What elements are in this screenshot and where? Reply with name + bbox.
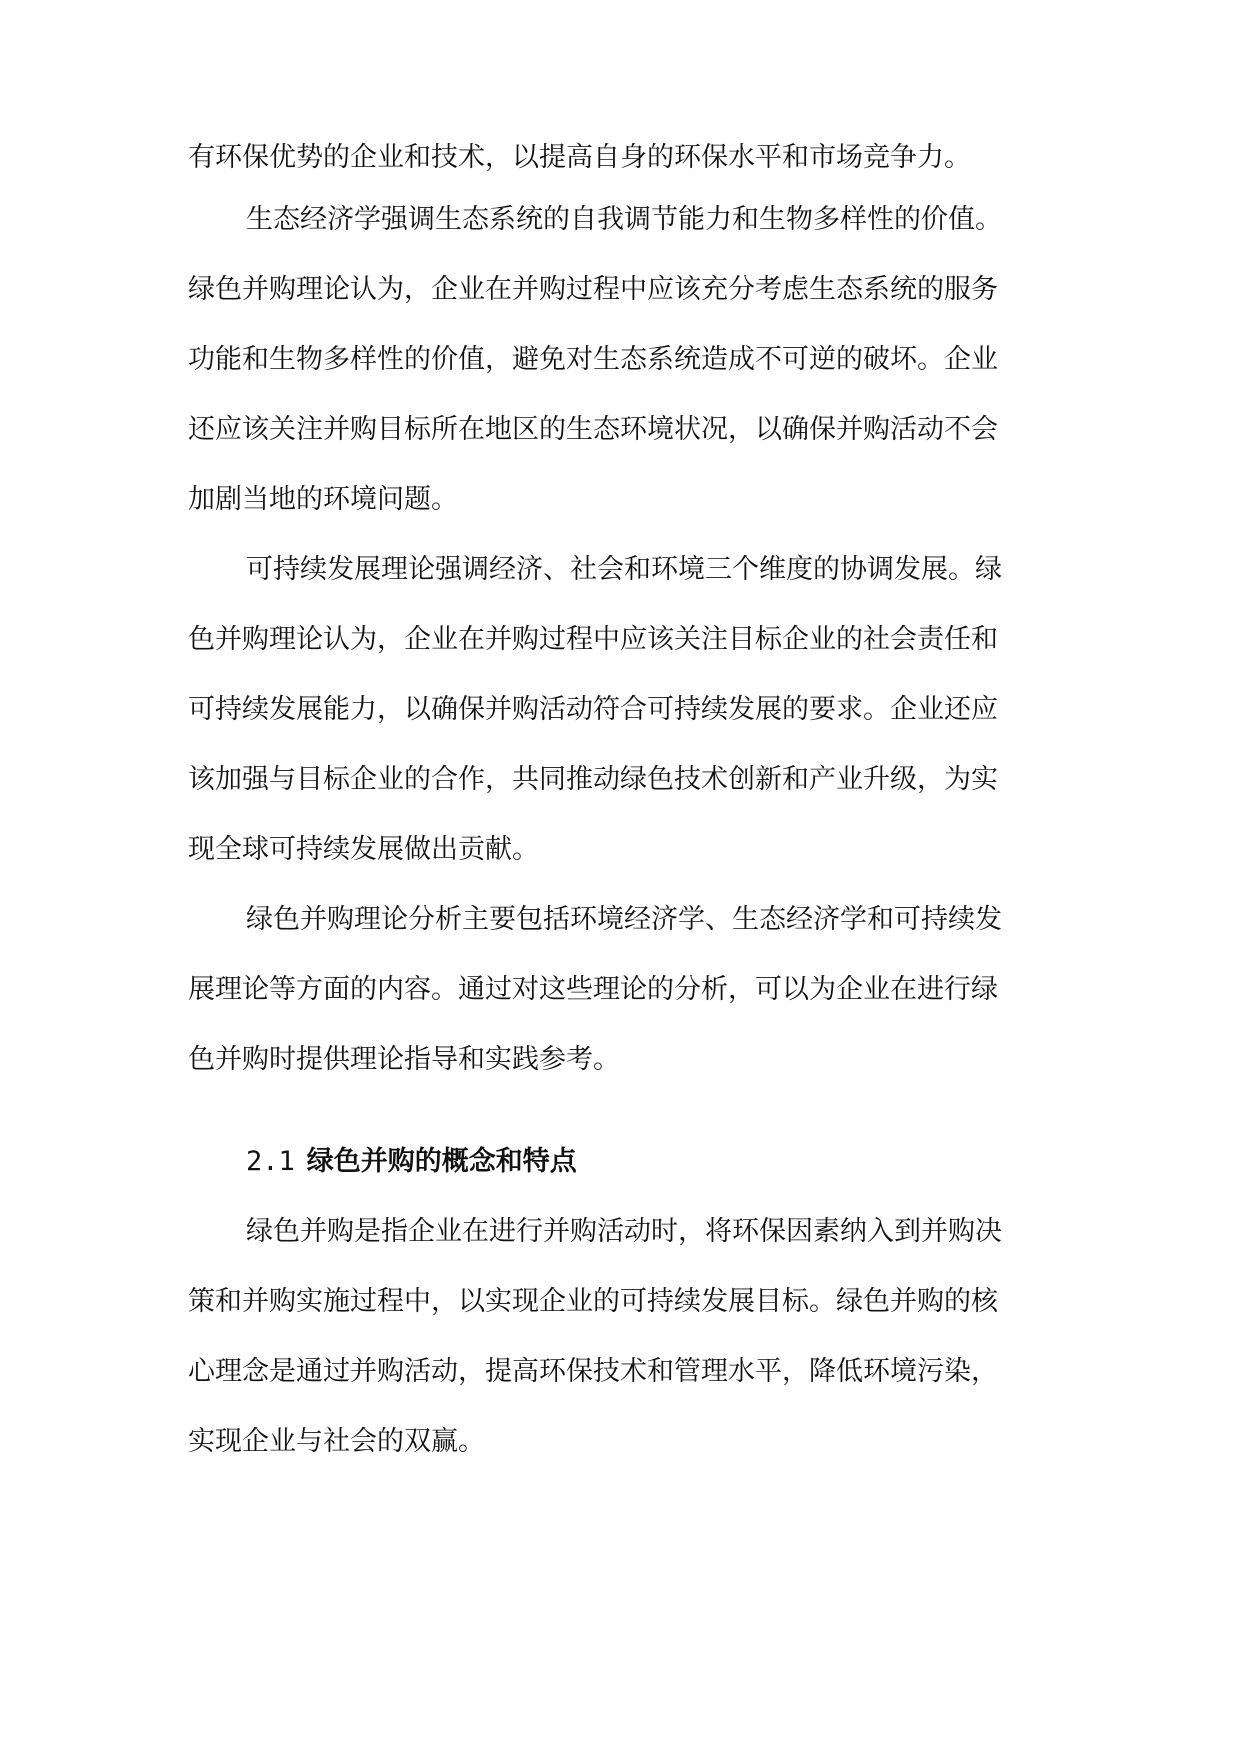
text-line: 展理论等方面的内容。通过对这些理论的分析，可以为企业在进行绿 [188,974,998,1005]
section-heading [246,1142,1046,1182]
text-line: 绿色并购是指企业在进行并购活动时，将环保因素纳入到并购决 [246,1216,1002,1247]
text-line: 可持续发展理论强调经济、社会和环境三个维度的协调发展。绿 [246,554,1002,585]
text-line: 有环保优势的企业和技术，以提高自身的环保水平和市场竞争力。 [188,142,971,173]
text-line: 加剧当地的环境问题。 [188,484,458,515]
text-line: 实现企业与社会的双赢。 [188,1426,485,1457]
text-line: 功能和生物多样性的价值，避免对生态系统造成不可逆的破坏。企业 [188,344,998,375]
text-line: 绿色并购理论分析主要包括环境经济学、生态经济学和可持续发 [246,904,1002,935]
section-title: 绿色并购的概念和特点 [306,1146,577,1177]
text-line: 色并购理论认为，企业在并购过程中应该关注目标企业的社会责任和 [188,624,998,655]
text-line: 策和并购实施过程中，以实现企业的可持续发展目标。绿色并购的核 [188,1286,998,1317]
text-line: 生态经济学强调生态系统的自我调节能力和生物多样性的价值。 [246,204,1002,235]
text-line: 心理念是通过并购活动，提高环保技术和管理水平，降低环境污染， [188,1356,998,1387]
text-line: 绿色并购理论认为，企业在并购过程中应该充分考虑生态系统的服务 [188,274,998,305]
text-line: 色并购时提供理论指导和实践参考。 [188,1044,620,1075]
text-line: 现全球可持续发展做出贡献。 [188,834,539,865]
text-line: 可持续发展能力，以确保并购活动符合可持续发展的要求。企业还应 [188,694,998,725]
section-number: 2.1 [246,1146,295,1177]
text-line: 还应该关注并购目标所在地区的生态环境状况，以确保并购活动不会 [188,414,998,445]
text-line: 该加强与目标企业的合作，共同推动绿色技术创新和产业升级，为实 [188,764,998,795]
